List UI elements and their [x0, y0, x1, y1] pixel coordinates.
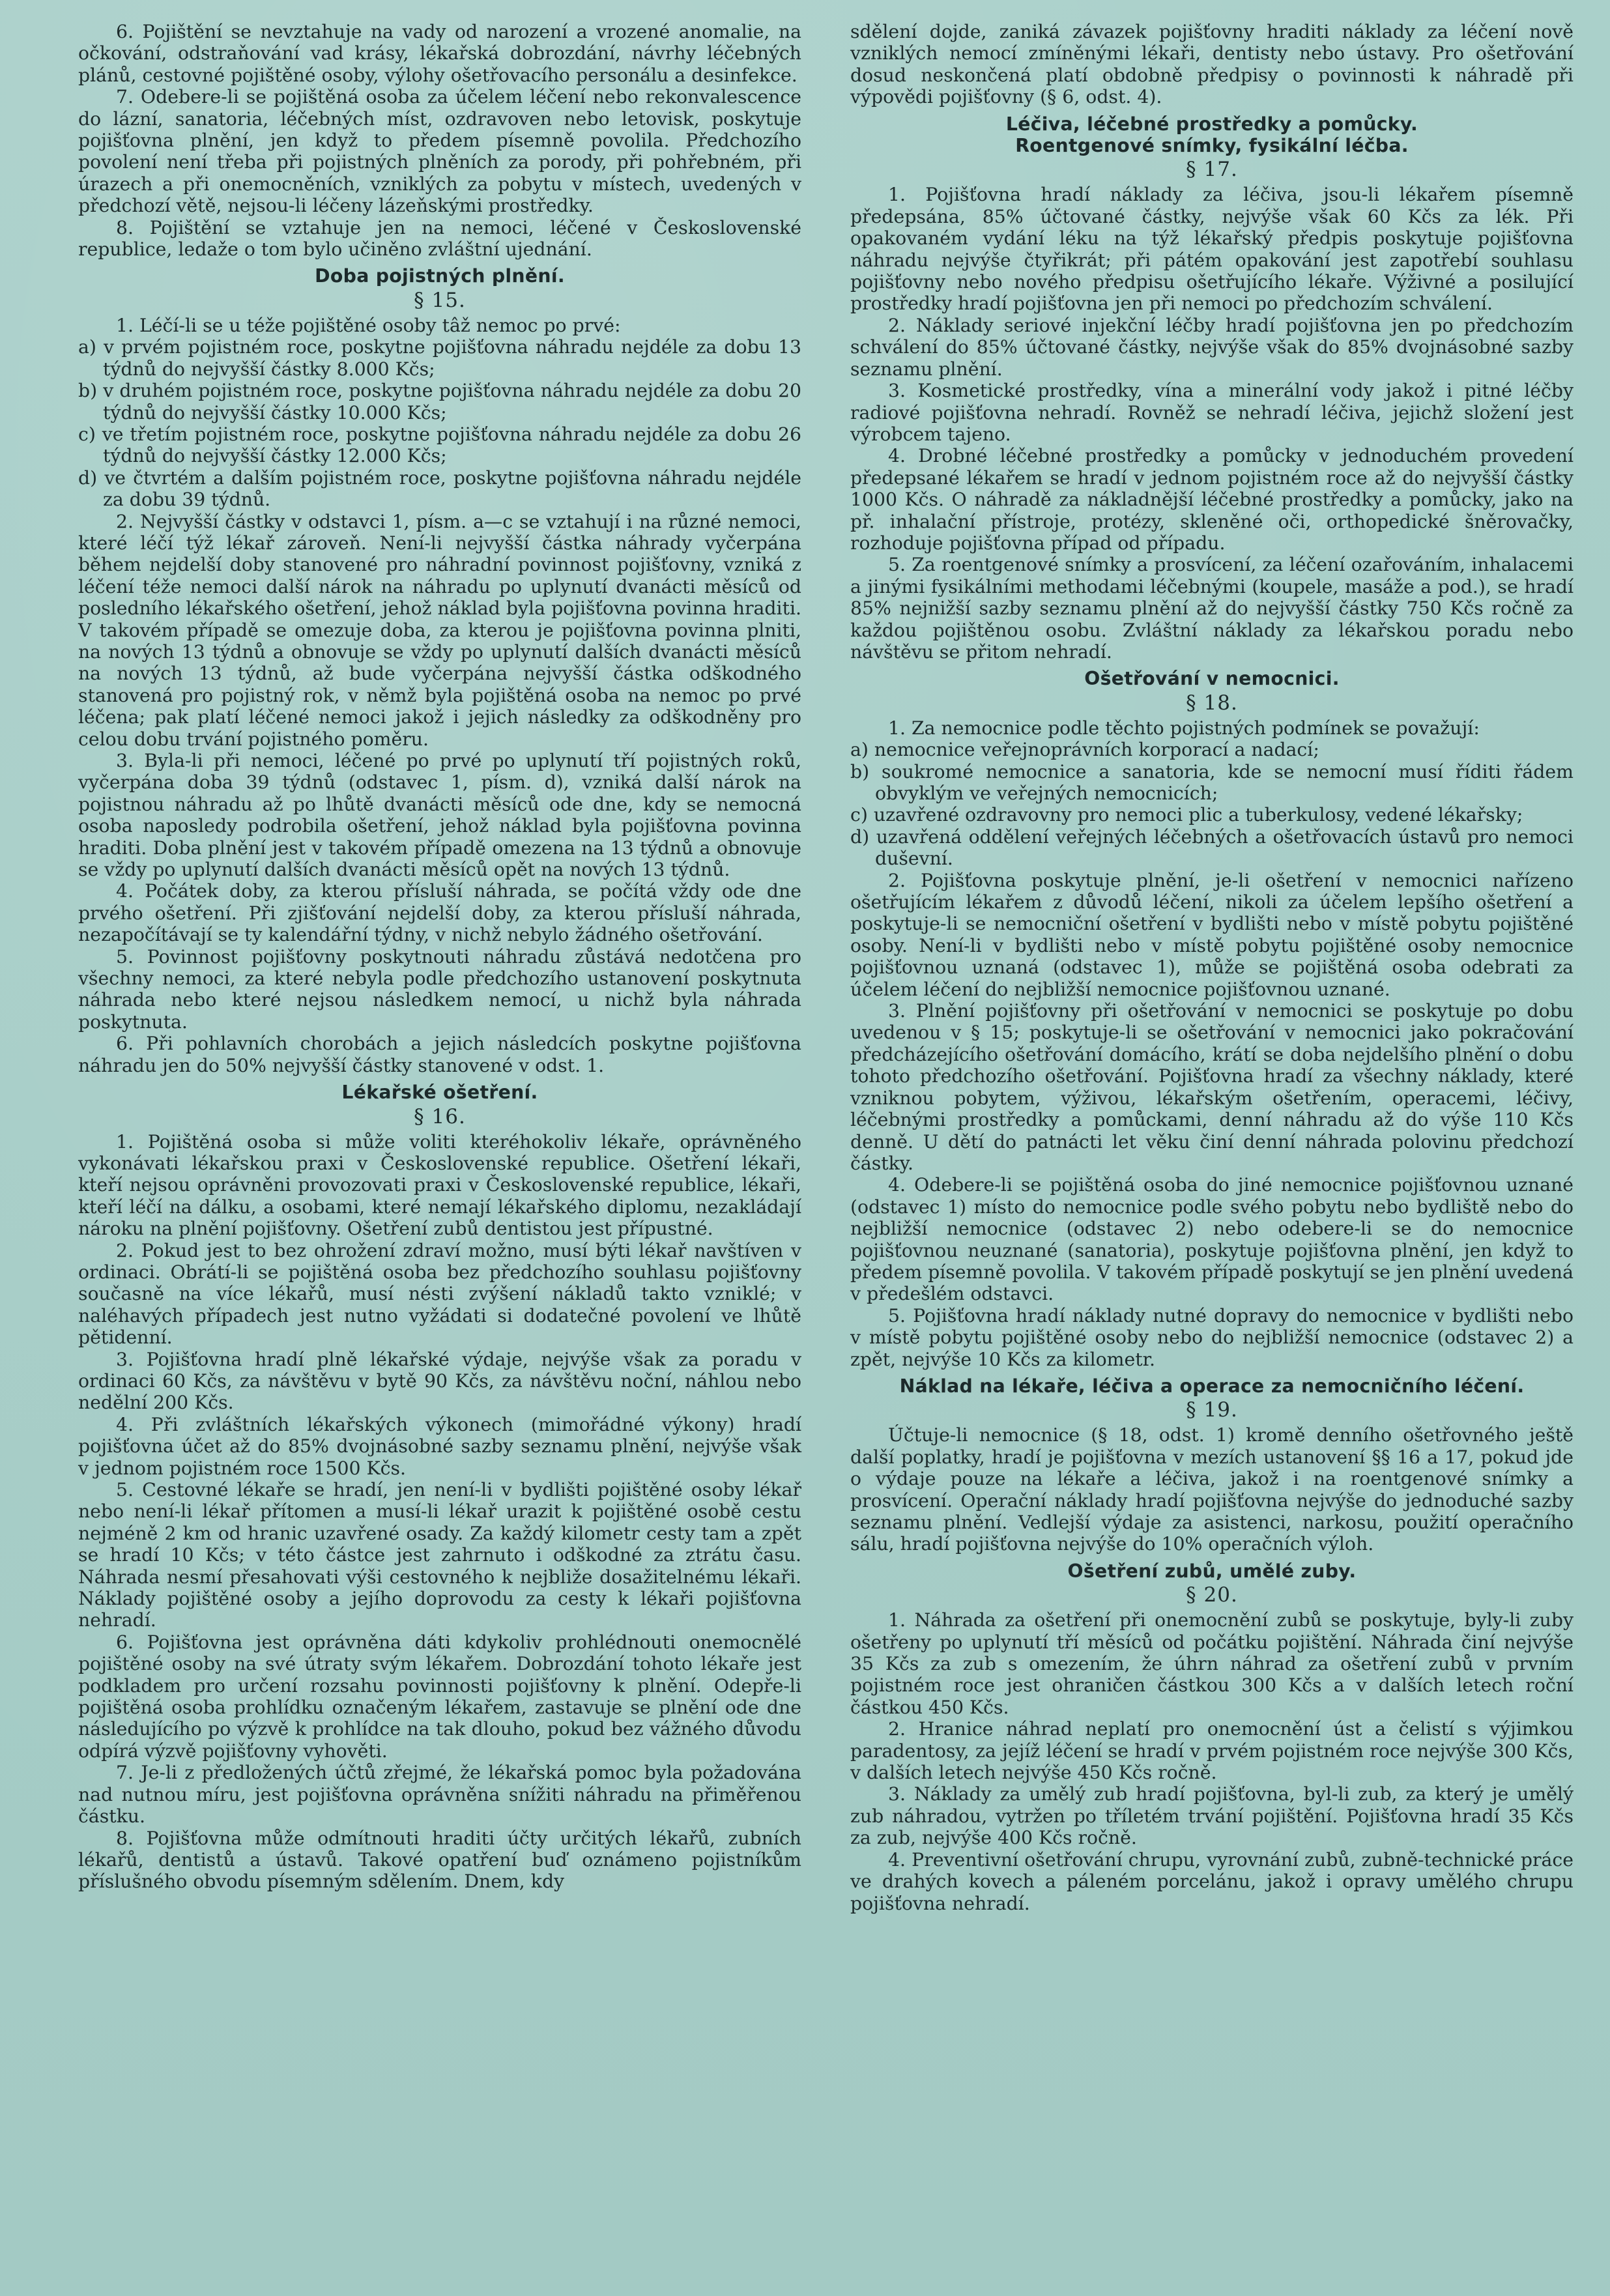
- paragraph-number: § 16.: [414, 1104, 466, 1128]
- body-paragraph: 4. Odebere-li se pojištěná osoba do jiné nemocnice pojišťovnou uznané (odstavec 1) místo do nemocnice podle svého pobytu nebo bydliště nebo do nejbližší nemocnice (odstavec 2) nebo odebere-li se do nemocnice pojišťovnou neuznané (sanatoria), poskytuje pojišťovna plnění, jen když to předem písemně povolila. V takovém případě poskytují se jen plnění uvedená v předešlém odstavci.: [850, 1174, 1574, 1305]
- section-heading: Ošetřování v nemocnici.: [1084, 668, 1340, 690]
- body-paragraph: 1. Pojišťovna hradí náklady za léčiva, jsou-li lékařem písemně předepsána, 85% účtované částky, nejvýše však 60 Kčs za lék. Při opakovaném vydání léku na týž lékařský předpis poskytuje pojišťovna náhradu nejvýše čtyřikrát; při pátém opakování jest zapotřebí souhlasu pojišťovny nebo nového předpisu ošetřujícího lékaře. Výživné a posilující prostředky hradí pojišťovna jen při nemoci po předchozím schválení.: [850, 184, 1574, 315]
- body-paragraph: 1. Léčí-li se u téže pojištěné osoby tâž nemoc po prvé:: [116, 314, 621, 336]
- section-heading: Ošetření zubů, umělé zuby.: [1067, 1560, 1357, 1582]
- left-column: [78, 21, 801, 1893]
- body-paragraph: 3. Pojišťovna hradí plně lékařské výdaje, nejvýše však za poradu v ordinaci 60 Kčs, za návštěvu v bytě 90 Kčs, za návštěvu noční, náhlou nebo nedělní 200 Kčs.: [78, 1348, 801, 1414]
- body-paragraph: 2. Nejvyšší částky v odstavci 1, písm. a—c se vztahují i na různé nemoci, které léčí týž lékař zároveň. Není-li nejvyšší částka náhrady vyčerpána během nejdelší doby stanovené pro náhradní povinnost pojišťovny, vzniká z léčení téže nemoci další nárok na náhradu po uplynutí dvanácti měsíců od posledního lékařského ošetření, jehož náklad byla pojišťovna povinna hraditi. V takovém případě se omezuje doba, za kterou je pojišťovna povinna plniti, na nových 13 týdnů a obnovuje se vždy po uplynutí dalších dvanácti měsíců na nových 13 týdnů, až bude vyčerpána nejvyšší částka odškodného stanovená pro pojistný rok, v němž byla pojištěná osoba na nemoc po prvé léčena; pak platí léčené nemoci jakož i jejich následky za odškodněny pro celou dobu trvání pojistného poměru.: [78, 510, 801, 750]
- list-item: b) v druhém pojistném roce, poskytne pojišťovna náhradu nejdéle za dobu 20 týdnů do nejvyšší částky 10.000 Kčs;: [78, 380, 801, 423]
- body-paragraph: 5. Pojišťovna hradí náklady nutné dopravy do nemocnice v bydlišti nebo v místě pobytu pojištěné osoby nebo do nejbližší nemocnice (odstavec 2) a zpět, nejvýše 10 Kčs za kilometr.: [850, 1304, 1574, 1370]
- body-paragraph: 4. Počátek doby, za kterou přísluší náhrada, se počítá vždy ode dne prvého ošetření. Při zjišťování nejdelší doby, za kterou přísluší náhrada, nezapočítávají se ty kalendářní týdny, v nichž nebylo žádného ošetřování.: [78, 880, 801, 946]
- list-item: c) uzavřené ozdravovny pro nemoci plic a tuberkulosy, vedené lékařsky;: [850, 804, 1523, 826]
- body-paragraph: 5. Povinnost pojišťovny poskytnouti náhradu zůstává nedotčena pro všechny nemoci, za které nebyla podle předchozího ustanovení poskytnuta náhrada nebo které nejsou následkem nemocí, u nichž byla náhrada poskytnuta.: [78, 945, 801, 1033]
- body-paragraph: 1. Náhrada za ošetření při onemocnění zubů se poskytuje, byly-li zuby ošetřeny po uplynutí tří měsíců od počátku pojištění. Náhrada činí nejvýše 35 Kčs za zub s omezením, že úhrn náhrad za ošetření zubů v prvním pojistném roce jest ohraničen částkou 300 Kčs a v dalších letech roční částkou 450 Kčs.: [850, 1609, 1574, 1718]
- section-heading: Doba pojistných plnění.: [315, 265, 565, 287]
- body-paragraph: 6. Pojišťovna jest oprávněna dáti kdykoliv prohlédnouti onemocnělé pojištěné osoby na své útraty svým lékařem. Dobrozdání tohoto lékaře jest podkladem pro určení rozsahu povinnosti pojišťovny k plnění. Odepře-li pojištěná osoba prohlídku označeným lékařem, zastavuje se plnění ode dne následujícího po výzvě k prohlídce na tak dlouho, pokud bez vážného důvodu odpírá výzvě pojišťovny vyhověti.: [78, 1631, 801, 1762]
- list-item: d) ve čtvrtém a dalším pojistném roce, poskytne pojišťovna náhradu nejdéle za dobu 39 týdnů.: [78, 466, 801, 511]
- body-paragraph: Účtuje-li nemocnice (§ 18, odst. 1) kromě denního ošetřovného ještě další poplatky, hradí je pojišťovna v mezích ustanovení §§ 16 a 17, pokud jde o výdaje pouze na lékaře a léčiva, jakož i na roentgenové snímky a prosvícení. Operační náklady hradí pojišťovna nejvýše do jednoduché sazby seznamu plnění. Vedlejší výdaje za asistenci, narkosu, použití operačního sálu, hradí pojišťovna nejvýše do 10% operačních výloh.: [850, 1424, 1574, 1555]
- body-paragraph: 5. Za roentgenové snímky a prosvícení, za léčení ozařováním, inhalacemi a jinými fysikálními methodami léčebnými (koupele, masáže a pod.), se hradí 85% nejnižší sazby seznamu plnění až do nejvyšší částky 750 Kčs ročně za každou pojištěnou osobu. Zvláštní náklady za lékařskou poradu nebo návštěvu se přitom nehradí.: [850, 554, 1574, 663]
- body-paragraph: 8. Pojišťovna může odmítnouti hraditi účty určitých lékařů, zubních lékařů, dentistů a ústavů. Takové opatření buď oznámeno pojistníkům příslušného obvodu písemným sdělením. Dnem, kdy: [78, 1827, 801, 1893]
- body-paragraph: 2. Hranice náhrad neplatí pro onemocnění úst a čelistí s výjimkou paradentosy, za jejíž léčení se hradí v prvém pojistném roce nejvýše 300 Kčs, v dalších letech nejvýše 450 Kčs ročně.: [850, 1718, 1574, 1784]
- section-heading: Lékařské ošetření.: [341, 1082, 538, 1104]
- body-paragraph: 1. Pojištěná osoba si může voliti kteréhokoliv lékaře, oprávněného vykonávati lékařskou praxi v Československé republice. Ošetření lékaři, kteří nejsou oprávněni provozovati praxi v Československé republice, lékaři, kteří léčí na dálku, a osobami, které nemají lékařského diplomu, nezakládají nároku na plnění pojišťovny. Ošetření zubů dentistou jest přípustné.: [78, 1130, 801, 1240]
- body-paragraph: 3. Byla-li při nemoci, léčené po prvé po uplynutí tří pojistných roků, vyčerpána doba 39 týdnů (odstavec 1, písm. d), vzniká další nárok na pojistnou náhradu až po lhůtě dvanácti měsíců ode dne, kdy se nemocná osoba naposledy podrobila ošetření, jehož náklad byla pojišťovna povinna hraditi. Doba plnění jest v takovém případě omezena na 13 týdnů a obnovuje se vždy po uplynutí dalších dvanácti měsíců opět na nových 13 týdnů.: [78, 750, 801, 881]
- body-paragraph: 5. Cestovné lékaře se hradí, jen není-li v bydlišti pojištěné osoby lékař nebo není-li lékař přítomen a musí-li lékař urazit k pojištěné osobě cestu nejméně 2 km od hranic uzavřené osady. Za každý kilometr cesty tam a zpět se hradí 10 Kčs; v této částce jest zahrnuto i odškodné za ztrátu času. Náhrada nesmí přesahovati výši cestovného k nejbliže dosažitelnému lékaři. Náklady pojištěné osoby a jejího doprovodu za cesty k lékaři pojišťovna nehradí.: [78, 1479, 801, 1631]
- paragraph-number: § 20.: [1186, 1583, 1238, 1607]
- body-paragraph: 8. Pojištění se vztahuje jen na nemoci, léčené v Československé republice, ledaže o tom bylo učiněno zvláštní ujednání.: [78, 216, 801, 261]
- list-item: a) v prvém pojistném roce, poskytne pojišťovna náhradu nejdéle za dobu 13 týdnů do nejvyšší částky 8.000 Kčs;: [78, 336, 801, 380]
- section-heading: Roentgenové snímky, fysikální léčba.: [1015, 135, 1409, 157]
- body-paragraph: 7. Odebere-li se pojištěná osoba za účelem léčení nebo rekonvalescence do lázní, sanatoria, léčebných míst, ozdravoven nebo letovisk, poskytuje pojišťovna plnění, jen když to předem písemně povolila. Předchozího povolení není třeba při pojistných plněních za porody, při pohřebném, při úrazech a při onemocněních, vzniklých za pobytu v místech, uvedených v předchozí větě, nejsou-li léčeny lázeňskými prostředky.: [78, 86, 801, 217]
- body-paragraph: 2. Pojišťovna poskytuje plnění, je-li ošetření v nemocnici nařízeno ošetřujícím lékařem z důvodů léčení, nikoli za účelem lepšího ošetření a poskytuje-li se nemocniční ošetření v bydlišti nebo v místě pobytu pojištěné osoby. Není-li v bydlišti nebo v místě pobytu pojištěné osoby nemocnice pojišťovnou uznaná (odstavec 1), může se pojištěná osoba odebrati za účelem léčení do nejbližší nemocnice pojišťovnou uznané.: [850, 869, 1574, 1000]
- body-paragraph: 2. Pokud jest to bez ohrožení zdraví možno, musí býti lékař navštíven v ordinaci. Obrátí-li se pojištěná osoba bez předchozího souhlasu pojišťovny současně na více lékařů, musí nésti zvýšení nákladů takto vzniklé; v naléhavých případech jest nutno vyžádati si dodatečné povolení ve lhůtě pětidenní.: [78, 1239, 801, 1349]
- paragraph-number: § 15.: [414, 288, 466, 312]
- body-paragraph: 1. Za nemocnice podle těchto pojistných podmínek se považují:: [888, 717, 1480, 739]
- body-paragraph: 7. Je-li z předložených účtů zřejmé, že lékařská pomoc byla požadována nad nutnou míru, jest pojišťovna oprávněna snížiti náhradu na přiměřenou částku.: [78, 1762, 801, 1828]
- body-paragraph: 6. Při pohlavních chorobách a jejich následcích poskytne pojišťovna náhradu jen do 50% nejvyšší částky stanovené v odst. 1.: [78, 1033, 801, 1076]
- section-heading: Náklad na lékaře, léčiva a operace za nemocničního léčení.: [899, 1375, 1525, 1397]
- body-paragraph: 4. Drobné léčebné prostředky a pomůcky v jednoduchém provedení předepsané lékařem se hradí v jednom pojistném roce až do nejvyšší částky 1000 Kčs. O náhradě za nákladnější léčebné prostředky a pomůcky, jako na př. inhalační přístroje, protézy, skleněné oči, orthopedické šněrovačky, rozhoduje pojišťovna případ od případu.: [850, 445, 1574, 554]
- paragraph-number: § 17.: [1186, 158, 1238, 182]
- body-paragraph: sdělení dojde, zaniká závazek pojišťovny hraditi náklady za léčení nově vzniklých nemocí zmíněnými lékaři, dentisty nebo ústavy. Pro ošetřování dosud neskončená platí obdobně předpisy o povinnosti k náhradě při výpovědi pojišťovny (§ 6, odst. 4).: [850, 21, 1574, 108]
- body-paragraph: 3. Kosmetické prostředky, vína a minerální vody jakož i pitné léčby radiové pojišťovna nehradí. Rovněž se nehradí léčiva, jejichž složení jest výrobcem tajeno.: [850, 380, 1574, 445]
- body-paragraph: 3. Plnění pojišťovny při ošetřování v nemocnici se poskytuje po dobu uvedenou v § 15; poskytuje-li se ošetřování v nemocnici jako pokračování předcházejícího ošetřování domácího, krátí se doba nejdelšího plnění o dobu tohoto předchozího ošetřování. Pojišťovna hradí za všechny náklady, které vzniknou pobytem, výživou, lékařským ošetřením, operacemi, léčivy, léčebnými prostředky a pomůckami, denní náhradu až do výše 110 Kčs denně. U dětí do patnácti let věku činí denní náhrada polovinu předchozí částky.: [850, 1000, 1574, 1174]
- section-heading: Léčiva, léčebné prostředky a pomůcky.: [1005, 113, 1418, 135]
- list-item: d) uzavřená oddělení veřejných léčebných a ošetřovacích ústavů pro nemoci duševní.: [850, 825, 1574, 870]
- list-item: a) nemocnice veřejnoprávních korporací a nadací;: [850, 739, 1319, 761]
- body-paragraph: 6. Pojištění se nevztahuje na vady od narození a vrozené anomalie, na očkování, odstraňování vad krásy, lékařská dobrozdání, návrhy léčebných plánů, cestovné pojištěné osoby, výlohy ošetřovacího personálu a desinfekce.: [78, 21, 801, 86]
- right-column: [850, 21, 1574, 1914]
- list-item: c) ve třetím pojistném roce, poskytne pojišťovna náhradu nejdéle za dobu 26 týdnů do nejvyšší částky 12.000 Kčs;: [78, 423, 801, 467]
- paragraph-number: § 18.: [1186, 691, 1238, 715]
- body-paragraph: 4. Při zvláštních lékařských výkonech (mimořádné výkony) hradí pojišťovna účet až do 85% dvojnásobné sazby seznamu plnění, nejvýše však v jednom pojistném roce 1500 Kčs.: [78, 1413, 801, 1479]
- body-paragraph: 2. Náklady seriové injekční léčby hradí pojišťovna jen po předchozím schválení do 85% účtované částky, nejvýše však do 85% dvojnásobné sazby seznamu plnění.: [850, 314, 1574, 380]
- paragraph-number: § 19.: [1186, 1398, 1238, 1422]
- body-paragraph: 3. Náklady za umělý zub hradí pojišťovna, byl-li zub, za který je umělý zub náhradou, vytržen po tříletém trvání pojištění. Pojišťovna hradí 35 Kčs za zub, nejvýše 400 Kčs ročně.: [850, 1783, 1574, 1849]
- body-paragraph: 4. Preventivní ošetřování chrupu, vyrovnání zubů, zubně-technické práce ve drahých kovech a páleném porcelánu, jakož i opravy umělého chrupu pojišťovna nehradí.: [850, 1848, 1574, 1914]
- list-item: b) soukromé nemocnice a sanatoria, kde se nemocní musí říditi řádem obvyklým ve veřejných nemocnicích;: [850, 760, 1574, 804]
